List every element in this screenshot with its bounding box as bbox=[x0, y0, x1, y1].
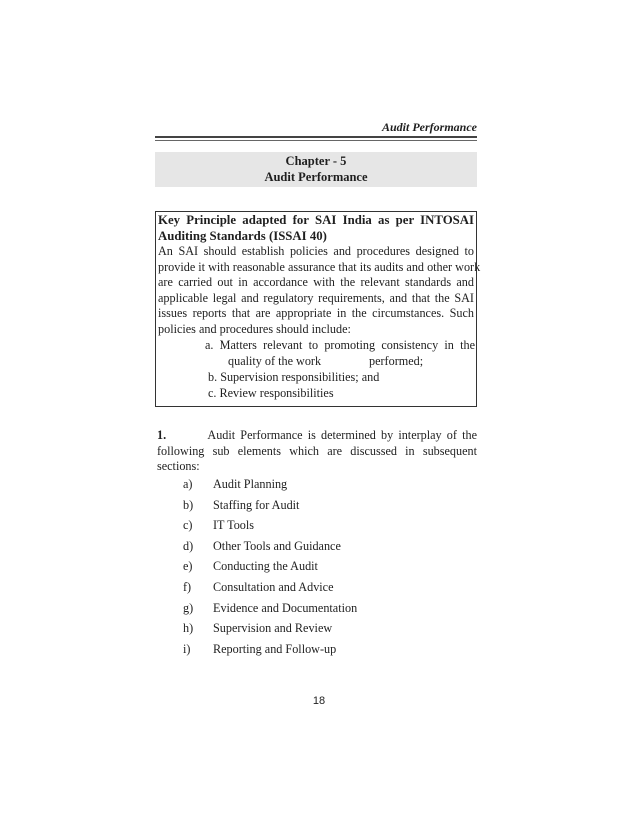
list-item bbox=[183, 642, 336, 657]
list-item-text: Evidence and Documentation bbox=[213, 601, 358, 615]
body-line: applicable legal and regulatory requirements, and that the SAI bbox=[158, 290, 474, 305]
key-principle-title-line2: Auditing Standards (ISSAI 40) bbox=[158, 229, 327, 243]
running-header: Audit Performance bbox=[382, 120, 477, 134]
list-item bbox=[183, 580, 334, 595]
list-item-text: Consultation and Advice bbox=[213, 580, 334, 594]
key-principle-box bbox=[155, 211, 481, 407]
header-rule bbox=[155, 136, 477, 138]
list-item bbox=[183, 621, 332, 636]
paragraph-line: following sub elements which are discussed in subsequent bbox=[157, 443, 477, 458]
list-item-text: IT Tools bbox=[213, 518, 255, 532]
list-item-text: Staffing for Audit bbox=[213, 498, 300, 512]
list-item-letter: i) bbox=[183, 642, 191, 656]
list-item-letter: d) bbox=[183, 539, 194, 553]
list-item bbox=[183, 539, 341, 554]
list-item-text: Reporting and Follow-up bbox=[213, 642, 337, 656]
body-line: are carried out in accordance with the relevant standards and bbox=[158, 275, 474, 290]
list-item: a. Matters relevant to promoting consistency in the bbox=[205, 337, 475, 352]
chapter-number: Chapter - 5 bbox=[285, 154, 347, 168]
list-item-text: Supervision and Review bbox=[213, 621, 333, 635]
list-item-text: Audit Planning bbox=[213, 477, 288, 491]
paragraph-line: sections: bbox=[157, 459, 200, 474]
page-number: 18 bbox=[312, 695, 326, 707]
list-item bbox=[183, 559, 318, 574]
list-item-continuation-end: performed; bbox=[369, 353, 424, 368]
list-item-text: Other Tools and Guidance bbox=[213, 539, 341, 553]
list-item bbox=[183, 518, 254, 533]
key-principle-body bbox=[156, 244, 481, 338]
list-item: c. Review responsibilities bbox=[208, 385, 334, 400]
key-principle-title bbox=[156, 212, 476, 244]
key-principle-title-line1: Key Principle adapted for SAI India as per INTOSAI bbox=[158, 213, 474, 227]
list-item-letter: h) bbox=[183, 621, 194, 635]
list-item-letter: c) bbox=[183, 518, 193, 532]
list-item-letter: b) bbox=[183, 498, 194, 512]
body-line: An SAI should establish policies and procedures designed to bbox=[158, 244, 474, 258]
list-item bbox=[183, 477, 287, 492]
list-item-continuation: quality of the work bbox=[228, 353, 322, 368]
list-item-text: Conducting the Audit bbox=[213, 559, 318, 573]
paragraph-line bbox=[157, 428, 477, 444]
list-item bbox=[183, 601, 357, 616]
paragraph-line-text: Audit Performance is determined by interplay of the bbox=[207, 428, 477, 442]
list-item-letter: f) bbox=[183, 580, 192, 594]
header-rule-thin bbox=[155, 140, 477, 141]
section-number: 1. bbox=[157, 428, 167, 442]
list-item-letter: e) bbox=[183, 559, 193, 573]
list-item: b. Supervision responsibilities; and bbox=[208, 369, 380, 384]
body-line: provide it with reasonable assurance that its audits and other work bbox=[158, 259, 481, 274]
chapter-heading-box bbox=[155, 152, 477, 187]
list-item-letter: g) bbox=[183, 601, 194, 615]
section-paragraph bbox=[157, 428, 477, 475]
list-item-letter: a) bbox=[183, 477, 193, 491]
body-line: issues reports that are appropriate in the circumstances. Such bbox=[158, 306, 474, 321]
list-item bbox=[183, 498, 299, 513]
chapter-title: Audit Performance bbox=[264, 170, 368, 184]
body-line: policies and procedures should include: bbox=[158, 321, 351, 336]
